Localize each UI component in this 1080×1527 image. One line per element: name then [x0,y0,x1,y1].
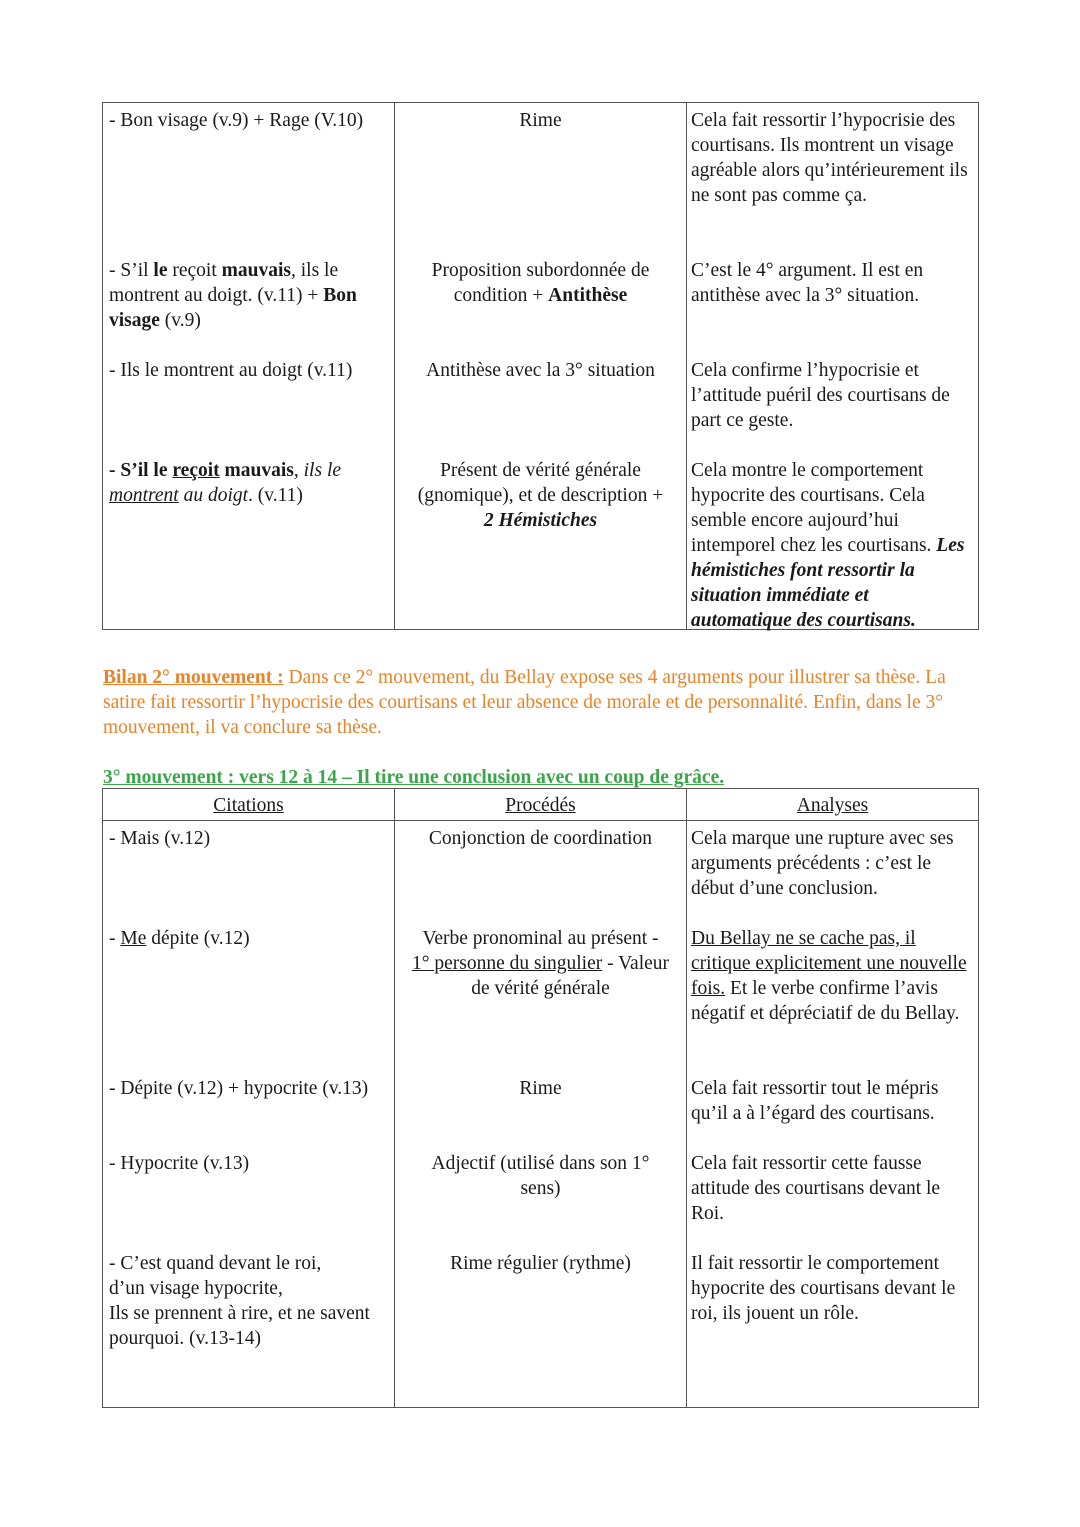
header-analyses: Analyses [687,789,979,821]
procede: Antithèse avec la 3° situation [426,360,655,381]
table-header-row [103,789,979,821]
analyse: Cela fait ressortir l’hypocrisie des courtisans. Ils montrent un visage agréable alors qu’intérieurement ils ne sont pas comme ça. [691,110,968,206]
procedes-cell [395,821,687,1408]
movement-3-title: 3° mouvement : vers 12 à 14 – Il tire une conclusion avec un coup de grâce. [103,767,725,788]
citation: - Me dépite (v.12) [109,928,250,949]
bilan-paragraph [103,665,983,740]
analyse: Cela fait ressortir tout le mépris qu’il a à l’égard des courtisans. [691,1078,939,1124]
procede: Présent de vérité générale (gnomique), et de description + 2 Hémistiches [417,460,664,531]
procede: Rime [519,1078,562,1099]
analyses-cell [687,103,979,630]
table-row [103,821,979,1408]
analysis-table-movement-3 [102,788,979,1408]
citation: - Bon visage (v.9) + Rage (V.10) [109,110,364,131]
citations-cell [103,103,395,630]
citation: - S’il le reçoit mauvais, ils le montrent au doigt. (v.11) [109,460,342,506]
procede: Rime régulier (rythme) [450,1253,631,1274]
procede: Verbe pronominal au présent - 1° personne du singulier - Valeur de vérité générale [411,928,670,999]
citation: - C’est quand devant le roi, d’un visage hypocrite, Ils se prennent à rire, et ne savent pourquoi. (v.13-14) [109,1253,370,1349]
analyse: Cela fait ressortir cette fausse attitude des courtisans devant le Roi. [691,1153,941,1224]
citation: - Mais (v.12) [109,828,211,849]
citation: - S’il le reçoit mauvais, ils le montrent au doigt. (v.11) + Bon visage (v.9) [109,260,357,331]
procede: Rime [519,110,562,131]
analyse: Du Bellay ne se cache pas, il critique explicitement une nouvelle fois. Et le verbe confirme l’avis négatif et dépréciatif de du Bellay. [691,928,967,1024]
analyse: C’est le 4° argument. Il est en antithèse avec la 3° situation. [691,260,924,306]
citation: - Ils le montrent au doigt (v.11) [109,360,353,381]
procede: Adjectif (utilisé dans son 1° sens) [431,1153,650,1199]
header-citations: Citations [103,789,395,821]
analyse: Cela confirme l’hypocrisie et l’attitude puéril des courtisans de part ce geste. [691,360,950,431]
analyse: Cela montre le comportement hypocrite des courtisans. Cela semble encore aujourd’hui intemporel chez les courtisans. Les hémistiches font ressortir la situation immédiate et automatique des courtisans. [691,460,965,631]
citation: - Hypocrite (v.13) [109,1153,250,1174]
bilan-text: Dans ce 2° mouvement, du Bellay expose ses 4 arguments pour illustrer sa thèse. La satire fait ressortir l’hypocrisie des courtisans et leur absence de morale et de personnalité. Enfin, dans le 3° mouvement, il va conclure sa thèse. [103,667,946,738]
analysis-table-movement-2 [102,102,979,630]
header-procedes: Procédés [395,789,687,821]
analyse: Cela marque une rupture avec ses arguments précédents : c’est le début d’une conclusion. [691,828,954,899]
procedes-cell [395,103,687,630]
procede: Proposition subordonnée de condition + Antithèse [431,260,650,306]
table-row [103,103,979,630]
analyses-cell [687,821,979,1408]
procede: Conjonction de coordination [428,828,653,849]
analyse: Il fait ressortir le comportement hypocrite des courtisans devant le roi, ils jouent un rôle. [691,1253,956,1324]
citation: - Dépite (v.12) + hypocrite (v.13) [109,1078,369,1099]
citations-cell [103,821,395,1408]
bilan-label: Bilan 2° mouvement : [103,667,284,688]
